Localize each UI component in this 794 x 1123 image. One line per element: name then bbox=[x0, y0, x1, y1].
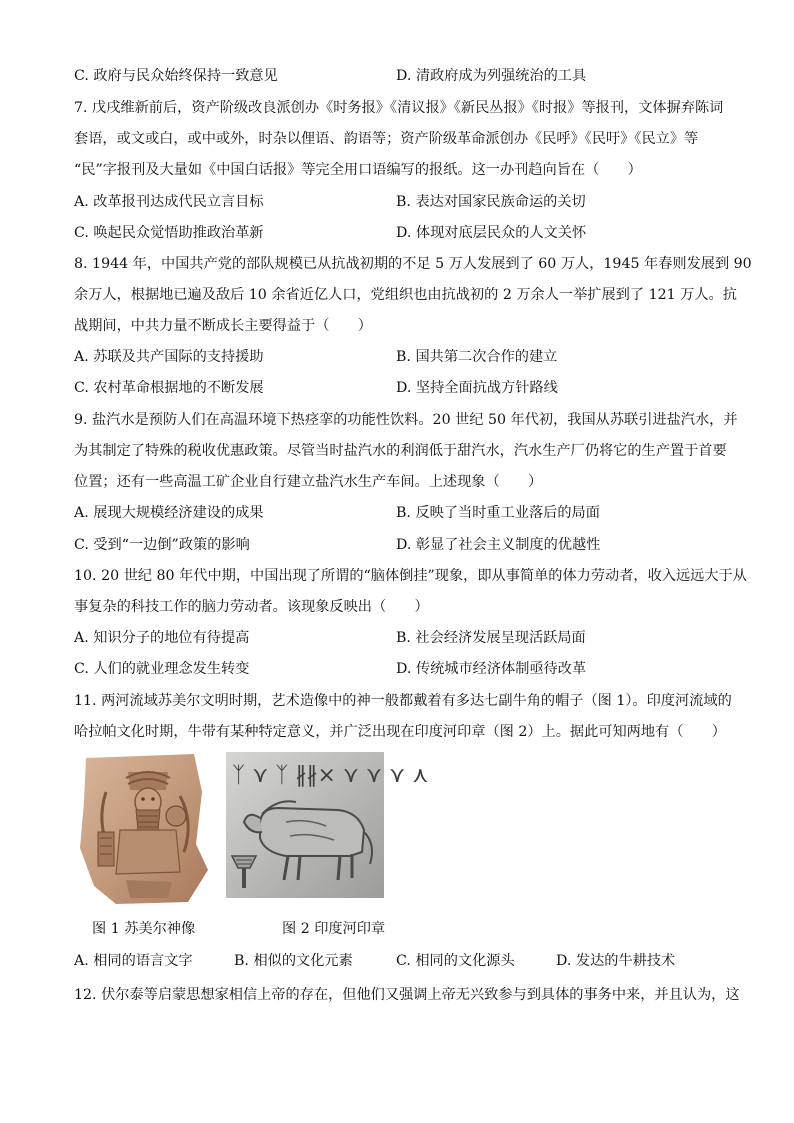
q8-stem-line-3: 战期间，中共力量不断成长主要得益于（ ） bbox=[74, 318, 372, 334]
q8-option-d[interactable]: D. 坚持全面抗战方针路线 bbox=[396, 380, 558, 396]
q9-option-b[interactable]: B. 反映了当时重工业落后的局面 bbox=[396, 505, 600, 521]
option-d[interactable]: D. 清政府成为列强统治的工具 bbox=[396, 68, 587, 84]
q10-option-a[interactable]: A. 知识分子的地位有待提高 bbox=[74, 630, 250, 646]
q7-option-b[interactable]: B. 表达对国家民族命运的关切 bbox=[396, 194, 586, 210]
q7-option-d[interactable]: D. 体现对底层民众的人文关怀 bbox=[396, 225, 587, 241]
q8-stem-line-1: 8. 1944 年，中国共产党的部队规模已从抗战初期的不足 5 万人发展到了 60 万人，1945 年春则发展到 90 bbox=[74, 256, 752, 272]
q12-stem-line-1: 12. 伏尔泰等启蒙思想家相信上帝的存在，但他们又强调上帝无兴致参与到具体的事务中来，并且认为，这 bbox=[74, 987, 740, 1003]
q10-option-d[interactable]: D. 传统城市经济体制亟待改革 bbox=[396, 661, 587, 677]
q11-stem-line-1: 11. 两河流域苏美尔文明时期，艺术造像中的神一般都戴着有多达七副牛角的帽子（图 1）。印度河流域的 bbox=[74, 693, 732, 709]
q11-option-c[interactable]: C. 相同的文化源头 bbox=[396, 953, 515, 969]
option-c[interactable]: C. 政府与民众始终保持一致意见 bbox=[74, 68, 278, 84]
q9-stem-line-3: 位置；还有一些高温工矿企业自行建立盐汽水生产车间。上述现象（ ） bbox=[74, 474, 543, 490]
seal-script: ᛉ ⋎ ᛉ ∦∦⨯ ⋎ ⋎ ⋎ ⋏ bbox=[232, 763, 429, 788]
figure-1-caption: 图 1 苏美尔神像 bbox=[92, 921, 196, 937]
sumerian-deity-image bbox=[76, 752, 208, 904]
q7-option-c[interactable]: C. 唤起民众觉悟助推政治革新 bbox=[74, 225, 264, 241]
q8-stem-line-2: 余万人，根据地已遍及敌后 10 余省近亿人口，党组织也由抗战初的 2 万余人一举扩展到了 121 万人。抗 bbox=[74, 287, 737, 303]
q10-stem-line-2: 事复杂的科技工作的脑力劳动者。该现象反映出（ ） bbox=[74, 599, 429, 615]
q8-option-b[interactable]: B. 国共第二次合作的建立 bbox=[396, 349, 558, 365]
q7-stem-line-2: 套语，或文或白，或中或外，时杂以俚语、韵语等；资产阶级革命派创办《民呼》《民吁》《民立》等 bbox=[74, 131, 699, 147]
q7-option-a[interactable]: A. 改革报刊达成代民立言目标 bbox=[74, 194, 264, 210]
q9-stem-line-2: 为其制定了特殊的税收优惠政策。尽管当时盐汽水的利润低于甜汽水，汽水生产厂仍将它的生产置于首要 bbox=[74, 443, 727, 459]
q9-option-d[interactable]: D. 彰显了社会主义制度的优越性 bbox=[396, 537, 601, 553]
q11-option-b[interactable]: B. 相似的文化元素 bbox=[234, 953, 353, 969]
indus-seal-image bbox=[226, 752, 429, 898]
q11-option-a[interactable]: A. 相同的语言文字 bbox=[74, 953, 193, 969]
figure-2-indus-seal bbox=[226, 752, 429, 898]
q11-stem-line-2: 哈拉帕文化时期，牛带有某种特定意义，并广泛出现在印度河印章（图 2）上。据此可知两地有（ ） bbox=[74, 724, 726, 740]
q8-option-c[interactable]: C. 农村革命根据地的不断发展 bbox=[74, 380, 264, 396]
q7-stem-line-1: 7. 戊戌维新前后，资产阶级改良派创办《时务报》《清议报》《新民丛报》《时报》等报刊，文体摒弃陈词 bbox=[74, 100, 724, 116]
q10-stem-line-1: 10. 20 世纪 80 年代中期，中国出现了所谓的“脑体倒挂”现象，即从事简单的体力劳动者，收入远远大于从 bbox=[74, 568, 747, 584]
q9-stem-line-1: 9. 盐汽水是预防人们在高温环境下热痉挛的功能性饮料。20 世纪 50 年代初，我国从苏联引进盐汽水，并 bbox=[74, 412, 738, 428]
q9-option-a[interactable]: A. 展现大规模经济建设的成果 bbox=[74, 505, 264, 521]
q9-option-c[interactable]: C. 受到“一边倒”政策的影响 bbox=[74, 537, 250, 553]
q11-option-d[interactable]: D. 发达的牛耕技术 bbox=[556, 953, 676, 969]
q10-option-b[interactable]: B. 社会经济发展呈现活跃局面 bbox=[396, 630, 586, 646]
q8-option-a[interactable]: A. 苏联及共产国际的支持援助 bbox=[74, 349, 264, 365]
q7-stem-line-3: “民”字报刊及大量如《中国白话报》等完全用口语编写的报纸。这一办刊趋向旨在（ ） bbox=[74, 162, 642, 178]
figure-2-caption: 图 2 印度河印章 bbox=[282, 921, 386, 937]
q10-option-c[interactable]: C. 人们的就业理念发生转变 bbox=[74, 661, 250, 677]
figure-1-sumerian-deity bbox=[76, 752, 208, 904]
